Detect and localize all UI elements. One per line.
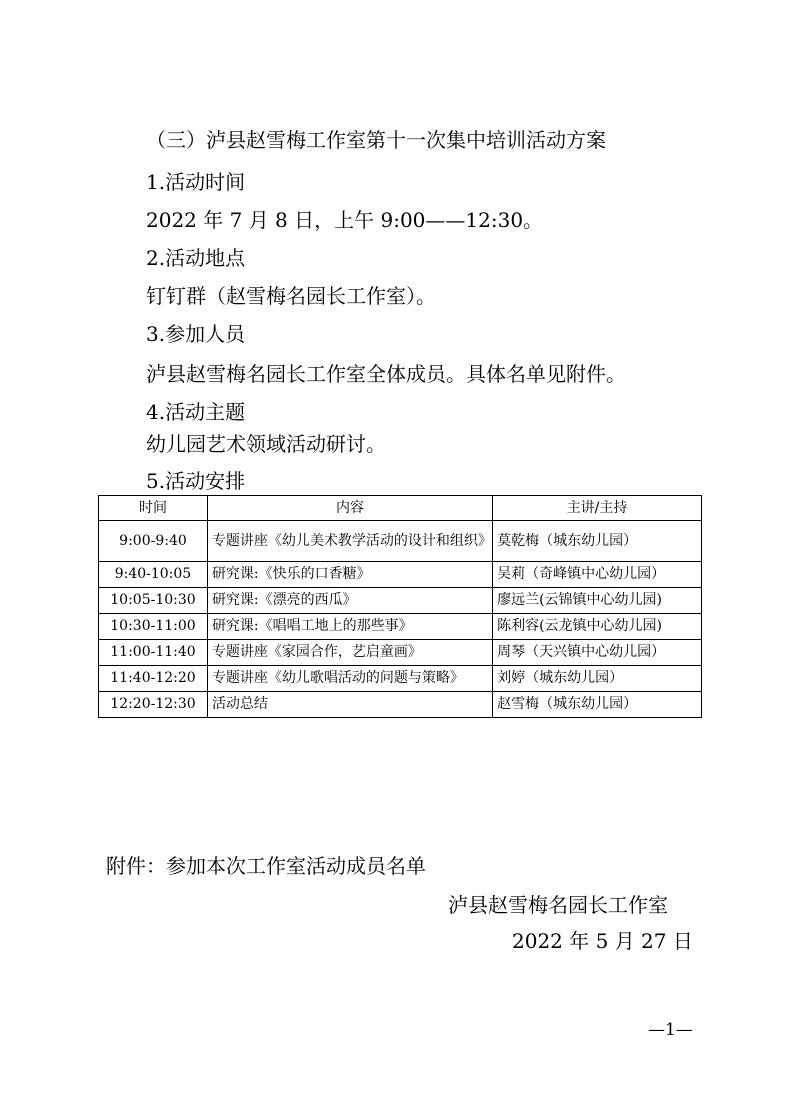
header-time: 时间 — [99, 496, 208, 521]
signature-org: 泸县赵雪梅名园长工作室 — [448, 893, 668, 917]
attachment-note: 附件：参加本次工作室活动成员名单 — [106, 854, 426, 878]
table-row — [99, 666, 702, 692]
cell-content: 专题讲座《幼儿美术教学活动的设计和组织》 — [207, 521, 492, 562]
cell-time: 12:20-12:30 — [99, 692, 208, 718]
table-row — [99, 521, 702, 562]
section-heading-schedule: 5.活动安排 — [146, 469, 246, 493]
cell-speaker: 陈利容(云龙镇中心幼儿园) — [493, 614, 702, 640]
section-heading-participants: 3.参加人员 — [146, 322, 246, 346]
cell-content: 专题讲座《幼儿歌唱活动的问题与策略》 — [207, 666, 492, 692]
cell-time: 9:00-9:40 — [99, 521, 208, 562]
cell-time: 10:05-10:30 — [99, 588, 208, 614]
cell-time: 11:40-12:20 — [99, 666, 208, 692]
signature-date: 2022 年 5 月 27 日 — [512, 929, 693, 953]
table-row — [99, 562, 702, 588]
cell-content: 研究课:《快乐的口香糖》 — [207, 562, 492, 588]
cell-speaker: 刘婷（城东幼儿园） — [493, 666, 702, 692]
section-body-time: 2022 年 7 月 8 日，上午 9:00——12:30。 — [146, 208, 544, 232]
section-heading-time: 1.活动时间 — [146, 170, 246, 194]
table-row — [99, 692, 702, 718]
section-body-theme: 幼儿园艺术领域活动研讨。 — [146, 432, 386, 456]
cell-content: 专题讲座《家园合作，艺启童画》 — [207, 640, 492, 666]
page-number: —1— — [648, 1020, 693, 1040]
cell-content: 研究课:《漂亮的西瓜》 — [207, 588, 492, 614]
cell-time: 11:00-11:40 — [99, 640, 208, 666]
document-title: （三）泸县赵雪梅工作室第十一次集中培训活动方案 — [146, 128, 606, 152]
table-header-row — [99, 496, 702, 521]
cell-speaker: 周琴（天兴镇中心幼儿园） — [493, 640, 702, 666]
table-row — [99, 588, 702, 614]
cell-speaker: 吴莉（奇峰镇中心幼儿园） — [493, 562, 702, 588]
section-body-location: 钉钉群（赵雪梅名园长工作室）。 — [146, 284, 436, 308]
table-row — [99, 614, 702, 640]
cell-content: 活动总结 — [207, 692, 492, 718]
section-body-participants: 泸县赵雪梅名园长工作室全体成员。具体名单见附件。 — [146, 362, 626, 386]
cell-time: 10:30-11:00 — [99, 614, 208, 640]
table-row — [99, 640, 702, 666]
cell-speaker: 赵雪梅（城东幼儿园） — [493, 692, 702, 718]
cell-content: 研究课:《唱唱工地上的那些事》 — [207, 614, 492, 640]
cell-speaker: 廖远兰(云锦镇中心幼儿园) — [493, 588, 702, 614]
header-content: 内容 — [207, 496, 492, 521]
cell-speaker: 莫乾梅（城东幼儿园） — [493, 521, 702, 562]
cell-time: 9:40-10:05 — [99, 562, 208, 588]
section-heading-theme: 4.活动主题 — [146, 400, 246, 424]
section-heading-location: 2.活动地点 — [146, 246, 246, 270]
header-speaker: 主讲/主持 — [493, 496, 702, 521]
schedule-table — [98, 495, 702, 718]
